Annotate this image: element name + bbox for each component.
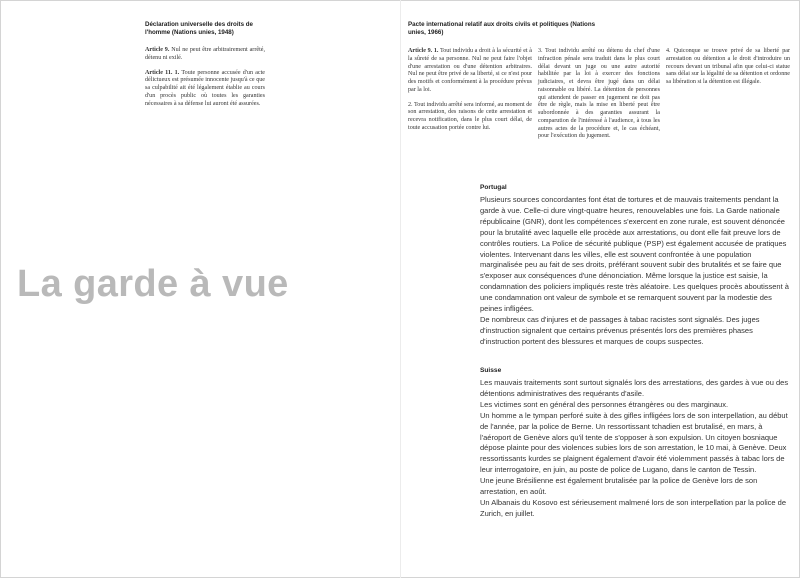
pacte-column-1	[408, 48, 532, 133]
udhr-article-9	[145, 47, 265, 63]
pacte-article-9-4: 4. Quiconque se trouve privé de sa liberté par arrestation ou détention a le droit d'introduire un recours devant un tribunal afin que celui-ci statue sans délai sur la légalité de sa détention et ordonne sa libération si la détention est illégale.	[666, 48, 790, 85]
udhr-article-9-label: Article 9.	[145, 47, 170, 53]
udhr-title: Déclaration universelle des droits de l'homme (Nations unies, 1948)	[145, 21, 253, 36]
page-title: La garde à vue	[17, 263, 289, 305]
udhr-article-11-text: Toute personne accusée d'un acte délictueux est présumée innocente jusqu'à ce que sa culpabilité ait été légalement établie au cours d'un procès public où toutes les garanties nécessaires à sa défense lui auront été assurées.	[145, 69, 266, 107]
portugal-section	[480, 183, 792, 348]
portugal-paragraph: Plusieurs sources concordantes font état de tortures et de mauvais traitements pendant la garde à vue. Celle-ci dure vingt-quatre heures, renouvelables une fois. La Garde nationale républicaine (GNR), dont les compétences s'exercent en zone rurale, est souvent dénoncée pour la brutalité avec laquelle elle procède aux arrestations, ou dont elle fait preuve lors de contrôles routiers. La Police de sécurité publique (PSP) est également accusée de pratiques violentes. Intervenant dans les villes, elle est souvent confrontée à une population marginalisée peu au fait de ses droits, préférant souvent subir des brutalités et se faire que s'exposer aux conséquences d'une dénonciation. Même lorsque la justice est saisie, la condamnation des policiers impliqués reste très aléatoire. Les quelques procès aboutissent à une condamnation ont valeur de symbole et se remarquent souvent par la modestie des peines infligées.	[480, 195, 789, 314]
pacte-article-9-1	[408, 48, 532, 95]
suisse-heading: Suisse	[480, 367, 502, 374]
portugal-paragraph: De nombreux cas d'injures et de passages à tabac racistes sont signalés. Des juges d'instruction signalent que certains prévenus présentés lors des premières phases d'instruction portent des blessures et marques de coups suspectes.	[480, 314, 760, 346]
pacte-title: Pacte international relatif aux droits civils et politiques (Nations unies, 1966)	[408, 21, 596, 36]
suisse-section	[480, 366, 792, 520]
suisse-paragraph: Les mauvais traitements sont surtout signalés lors des arrestations, des gardes à vue ou des détentions administratives des requérants d'asile.	[480, 378, 789, 398]
pacte-column-3	[666, 48, 790, 87]
suisse-paragraph: Un homme a le tympan perforé suite à des gifles infligées lors de son interpellation, au début de l'année, par la police de Berne. Un ressortissant tchadien est brutalisé, en mars, à l'aéroport de Genève alors qu'il tente de s'opposer à son expulsion. Un citoyen bosniaque dépose plainte pour des violences subies lors de son arrestation, le 10 mai, à Genève. Deux ressortissants kurdes se plaignent également d'avoir été violemment passés à tabac lors de leur interrogatoire, en juin, au poste de police de Lugano, dans le canton de Tessin.	[480, 410, 788, 475]
portugal-heading: Portugal	[480, 184, 507, 191]
pacte-article-9-3: 3. Tout individu arrêté ou détenu du chef d'une infraction pénale sera traduit dans le plus court délai devant un juge ou une autre autorité habilitée par la loi à exercer des fonctions judiciaires, et devra être jugé dans un délai raisonnable ou libéré. La détention de personnes qui attendent de passer en jugement ne doit pas être de règle, mais la mise en liberté peut être subordonnée à des garanties assurant la comparution de l'intéressé à l'audience, à tous les autres actes de la procédure et, le cas échéant, pour l'exécution du jugement.	[538, 48, 660, 140]
suisse-paragraph: Les victimes sont en général des personnes étrangères ou des marginaux.	[480, 399, 729, 409]
pacte-article-9-1-text: Tout individu a droit à la sécurité et à la sûreté de sa personne. Nul ne peut faire l'objet d'une arrestation ou d'une détention arbitraires. Nul ne peut être privé de sa liberté, si ce n'est pour des motifs et conformément à la procédure prévus par la loi.	[408, 48, 532, 93]
center-gutter	[400, 0, 401, 578]
pacte-column-2	[538, 48, 660, 141]
udhr-article-11	[145, 70, 265, 109]
udhr-article-11-label: Article 11. 1.	[145, 69, 180, 76]
pacte-article-9-label: Article 9. 1.	[408, 48, 439, 54]
suisse-paragraph: Un Albanais du Kosovo est sérieusement malmené lors de son interpellation par la police de Zurich, en juillet.	[480, 497, 787, 518]
suisse-paragraph: Une jeune Brésilienne est également brutalisée par la police de Genève lors de son arrestation, en août.	[480, 476, 758, 497]
pacte-article-9-2: 2. Tout individu arrêté sera informé, au moment de son arrestation, des raisons de cette arrestation et recevra notification, dans le plus court délai, de toute accusation portée contre lui.	[408, 101, 533, 131]
udhr-article-9-text: Nul ne peut être arbitrairement arrêté, détenu ni exilé.	[145, 47, 265, 61]
pacte-excerpt-heading	[408, 21, 608, 37]
udhr-excerpt	[145, 21, 265, 108]
